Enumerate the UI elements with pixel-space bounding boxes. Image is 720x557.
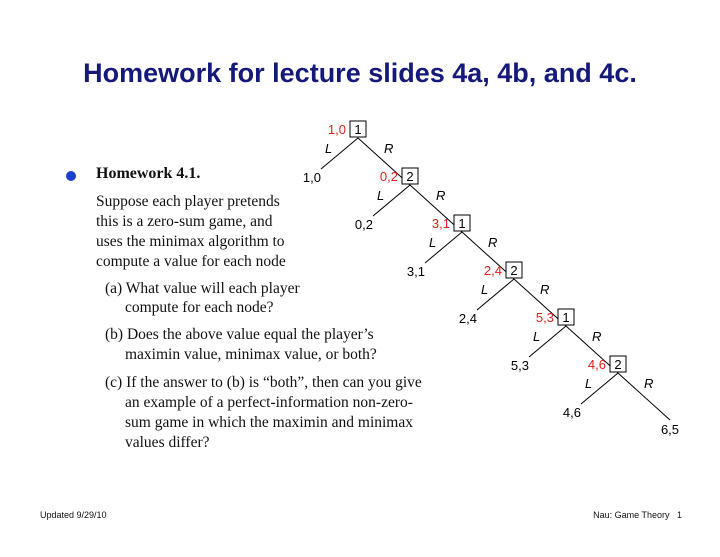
leaf-payoff: 1,0 [302, 170, 321, 185]
leaf-payoff: 6,5 [660, 422, 680, 437]
left-branch-label: L [429, 235, 437, 250]
leaf-payoff: 5,3 [510, 358, 529, 373]
left-branch-label: L [585, 376, 593, 391]
player-number: 1 [458, 216, 466, 231]
player-number: 1 [562, 310, 570, 325]
node-value: 0,2 [379, 169, 398, 184]
homework-heading: Homework 4.1. [96, 165, 201, 182]
intro-line: compute a value for each node [96, 253, 286, 270]
node-value: 4,6 [587, 357, 606, 372]
leaf-payoff: 2,4 [458, 311, 477, 326]
footer-course: Nau: Game Theory 1 [593, 510, 682, 520]
question-b-cont: maximin value, minimax value, or both? [125, 346, 377, 363]
node-value: 3,1 [431, 216, 450, 231]
question-b: (b) Does the above value equal the player’s [105, 326, 374, 343]
node-value: 2,4 [483, 263, 502, 278]
question-a: (a) What value will each player [105, 280, 300, 297]
right-branch-label: R [436, 188, 446, 203]
left-branch-label: L [377, 188, 385, 203]
left-branch-label: L [325, 141, 333, 156]
question-c: (c) If the answer to (b) is “both”, then can you give [105, 374, 422, 391]
question-a-cont: compute for each node? [125, 299, 274, 316]
player-number: 1 [354, 122, 362, 137]
right-branch-label: R [592, 329, 602, 344]
right-branch-label: R [384, 141, 394, 156]
footer-updated: Updated 9/29/10 [40, 510, 107, 520]
intro-line: this is a zero-sum game, and [96, 213, 273, 230]
left-branch-label: L [481, 282, 489, 297]
intro-line: Suppose each player pretends [96, 193, 280, 210]
right-branch-label: R [644, 376, 654, 391]
question-c-cont: an example of a perfect-information non-zero- [125, 394, 413, 411]
right-branch-label: R [540, 282, 550, 297]
right-branch-label: R [488, 235, 498, 250]
node-value: 1,0 [327, 122, 346, 137]
question-c-cont: sum game in which the maximin and minimax [125, 414, 413, 431]
leaf-payoff: 3,1 [406, 264, 425, 279]
leaf-payoff: 0,2 [354, 217, 373, 232]
slide-title: Homework for lecture slides 4a, 4b, and 4c. [83, 58, 637, 88]
intro-line: uses the minimax algorithm to [96, 233, 285, 250]
left-branch-label: L [533, 329, 541, 344]
player-number: 2 [614, 357, 622, 372]
player-number: 2 [406, 169, 414, 184]
question-c-cont: values differ? [125, 434, 210, 451]
player-number: 2 [510, 263, 518, 278]
node-value: 5,3 [535, 310, 554, 325]
leaf-payoff: 4,6 [562, 405, 581, 420]
